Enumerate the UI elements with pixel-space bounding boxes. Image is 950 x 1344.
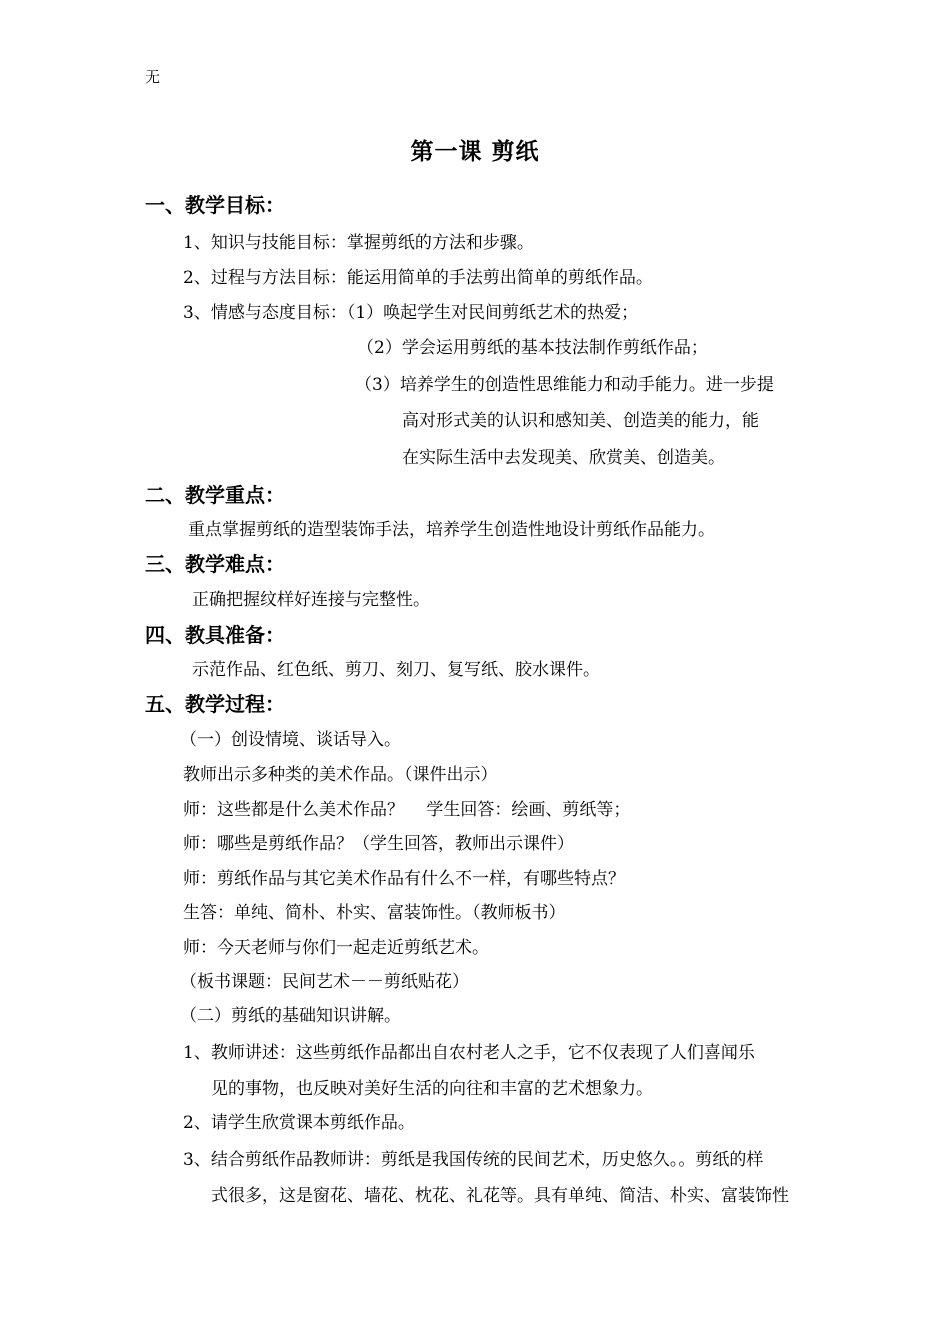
process-line: （一）创设情境、谈话导入。 [180, 730, 401, 750]
goal-item: （2）学会运用剪纸的基本技法制作剪纸作品； [357, 338, 708, 358]
process-line: 师：这些都是什么美术作品？ 学生回答：绘画、剪纸等； [183, 800, 631, 820]
process-line: 师：剪纸作品与其它美术作品有什么不一样，有哪些特点？ [183, 869, 625, 889]
goal-item: 高对形式美的认识和感知美、创造美的能力，能 [402, 411, 759, 431]
process-line: （板书课题：民间艺术－－剪纸贴花） [180, 972, 469, 992]
section-heading-goals: 一、教学目标： [145, 193, 285, 217]
process-line: 生答：单纯、简朴、朴实、富装饰性。（教师板书） [183, 903, 566, 923]
goal-item: 1、知识与技能目标：掌握剪纸的方法和步骤。 [183, 233, 534, 253]
section-heading-difficulties: 三、教学难点： [145, 552, 285, 576]
goal-item: （3）培养学生的创造性思维能力和动手能力。进一步提 [355, 375, 774, 395]
process-line: 3、结合剪纸作品教师讲：剪纸是我国传统的民间艺术，历史悠久。。剪纸的样 [183, 1150, 764, 1170]
materials-text: 示范作品、红色纸、剪刀、刻刀、复写纸、胶水课件。 [192, 660, 600, 680]
section-heading-materials: 四、教具准备： [145, 623, 285, 647]
goal-item: 3、情感与态度目标：（1）唤起学生对民间剪纸艺术的热爱； [183, 303, 639, 323]
process-line: 式很多，这是窗花、墙花、枕花、礼花等。具有单纯、简洁、朴实、富装饰性 [211, 1186, 789, 1206]
goal-item: 在实际生活中去发现美、欣赏美、创造美。 [402, 448, 725, 468]
process-line: 师：今天老师与你们一起走近剪纸艺术。 [183, 938, 489, 958]
process-line: 1、教师讲述：这些剪纸作品都出自农村老人之手，它不仅表现了人们喜闻乐 [183, 1043, 755, 1063]
page-title: 第一课 剪纸 [410, 138, 540, 165]
process-line: 教师出示多种类的美术作品。（课件出示） [183, 765, 498, 785]
difficulties-text: 正确把握纹样好连接与完整性。 [192, 590, 430, 610]
section-heading-key-points: 二、教学重点： [145, 483, 285, 507]
process-line: 师：哪些是剪纸作品？（学生回答，教师出示课件） [183, 834, 574, 854]
header-mark: 无 [145, 68, 161, 86]
section-heading-process: 五、教学过程： [145, 692, 285, 716]
process-line: 2、请学生欣赏课本剪纸作品。 [183, 1113, 415, 1133]
process-line: 见的事物，也反映对美好生活的向往和丰富的艺术想象力。 [211, 1079, 653, 1099]
goal-item: 2、过程与方法目标：能运用简单的手法剪出简单的剪纸作品。 [183, 268, 653, 288]
key-points-text: 重点掌握剪纸的造型装饰手法，培养学生创造性地设计剪纸作品能力。 [188, 520, 715, 540]
process-line: （二）剪纸的基础知识讲解。 [180, 1006, 401, 1026]
